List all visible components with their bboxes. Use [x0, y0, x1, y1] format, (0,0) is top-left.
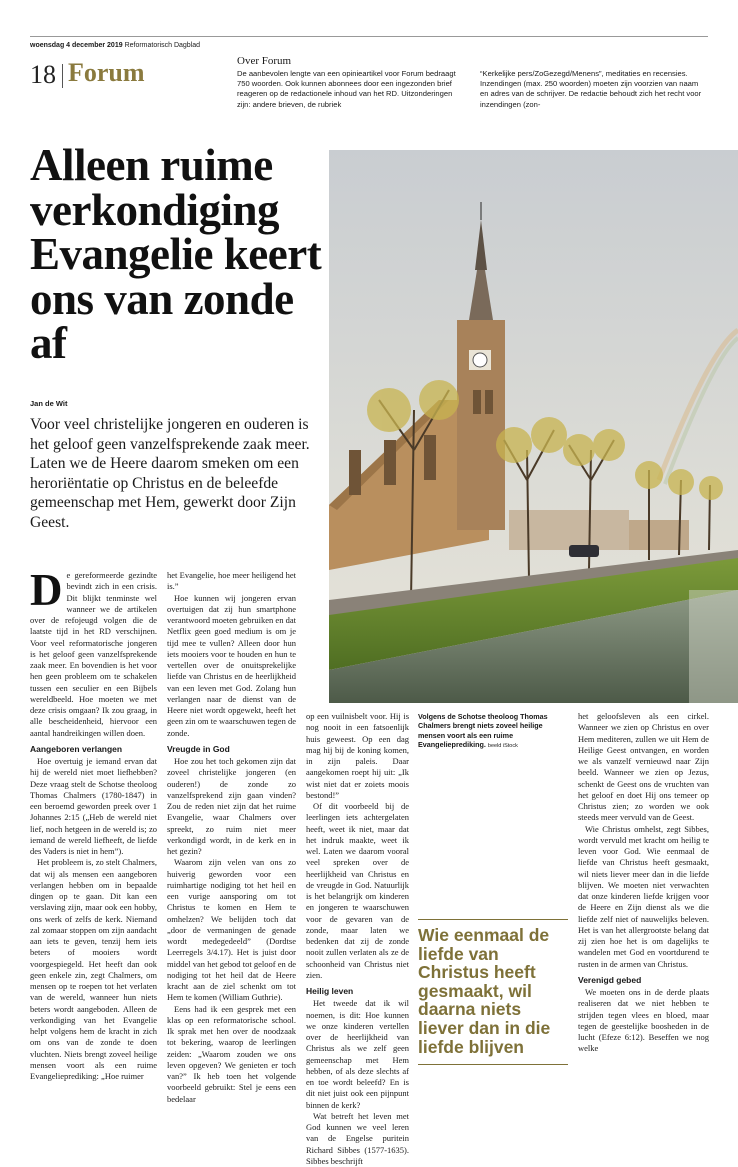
header-paper: Reformatorisch Dagblad [124, 42, 201, 49]
article-column-3 [306, 711, 409, 1167]
column-4-paragraph-1: het geloofsleven als een cirkel. Wanneer we zien op Christus en over Hem mediteren, zullen we uit Hem de Heilige Geest ontvangen, en worden we als vanzelf vernieuwd naar Zijn beeld. Wanneer we zien op Jezus, schenkt de Geest ons de vruchten van het geloof en doet Hij ons temeer op Christus zien; zo worden we ook steeds meer vervuld van de Geest. [578, 711, 709, 823]
column-2-paragraph-5: Eens had ik een gesprek met een klas op een reformatorische school. Ik sprak met hen over de noodzaak tot bekering, waarop de leerlingen zeiden: „Waarom zouden we ons leven opgeven? We genieten er toch van?” Ik heb toen het volgende voorbeeld gebruikt: Stel je eens een bedelaar [167, 1003, 296, 1104]
article-column-1 [30, 565, 157, 1082]
article-column-4 [578, 711, 709, 1055]
article-column-2 [167, 570, 296, 1105]
article-author: Jan de Wit [30, 399, 68, 408]
column-1-paragraph-2: Hoe overtuig je iemand ervan dat hij de wereld niet moet liefhebben? Deze vraag stelt de Schotse theoloog Thomas Chalmers (1780-1847) in een beroemd geworden preek over 1 Johannes 2:15 („Heb de wereld niet lief, noch hetgeen in de wereld is; zo iemand de wereld liefheeft, de liefde des Vaders is niet in hem”). [30, 756, 157, 856]
dateline [30, 42, 200, 49]
pull-quote: Wie eenmaal de liefde van Christus heeft gesmaakt, wil daarna niets liever dan in die liefde blijven [418, 919, 568, 1065]
page-number-divider [62, 64, 63, 88]
subheading-verenigd-gebed: Verenigd gebed [578, 974, 642, 985]
photo-credit: beeld iStock [487, 743, 518, 750]
column-3-paragraph-1: op een vuilnisbelt voor. Hij is nog nooit in een fatsoenlijk huis geweest. Op een dag mag hij bij de koning komen, in zijn paleis. Daar aangekomen roept hij uit: „Ik wist niet dat er zoiets moois bestond!” [306, 711, 409, 800]
over-forum-col2: “Kerkelijke pers/ZoGezegd/Menens”, meditaties en recensies. Inzendingen (max. 250 woorden) moeten zijn voorzien van naam en adres van de schrijver. De redactie behoudt zich het recht voor inzendingen (zon- [480, 69, 702, 109]
article-headline: Alleen ruime verkondiging Evangelie keert ons van zonde af [30, 140, 322, 368]
column-3-paragraph-3: Het tweede dat ik wil noemen, is dit: Hoe kunnen we onze kinderen vertellen over de heerlijkheid van Christus als we zelf geen gemeenschap met Hem hebben, of als deze slechts af en toe wordt beleefd? En is dit niet juist ook een pijnpunt binnen de kerk? [306, 998, 409, 1110]
photo-caption-text: Volgens de Schotse theoloog Thomas Chalmers brengt niets zoveel heilige mensen voort als een ruime Evangelieprediking. [418, 712, 548, 750]
drop-cap: D [30, 565, 63, 615]
column-2-paragraph-2: Hoe kunnen wij jongeren ervan overtuigen dat zij hun smartphone verantwoord moeten gebruiken en dat Netflix geen goed medium is om je tijd mee te vullen? Alleen door hun iets mooiers voor te houden en hun te vertellen over de onuitsprekelijke liefde van Christus en de heerlijkheid van een leven met God. Zolang hun verlangen naar de dienst van de Heere niet wordt opgewekt, heeft het geen zin om te waarschuwen tegen de zonde. [167, 592, 296, 738]
header-date: woensdag 4 december 2019 [30, 42, 123, 49]
column-1-paragraph-1 [30, 565, 157, 739]
photo-caption [418, 712, 568, 752]
subheading-heilig-leven: Heilig leven [306, 986, 354, 996]
column-3-paragraph-4: Wat betreft het leven met God kunnen we veel leren van de Engelse puritein Richard Sibbes (1577-1635). Sibbes beschrijft [306, 1110, 409, 1166]
subheading-aangeboren-verlangen: Aangeboren verlangen [30, 743, 123, 754]
article-lead: Voor veel christelijke jongeren en ouderen is het geloof geen vanzelfsprekende zaak meer. Laten we de Heere daarom smeken om een heroriëntatie op Christus en de beleefde gemeenschap met Hem, gewerkt door Zijn Geest. [30, 416, 310, 531]
column-1-paragraph-1-text: e gereformeerde gezindte bevindt zich in een crisis. Dit blijkt tenminste wel wanneer we de artikelen over de refojeugd volgen die de laatste tijd in het RD verschijnen. Voor veel reformatorische jongeren is het geloof geen vanzelfsprekende zaak meer. En bovendien is het voor hen geen probleem om te schakelen tussen een seculier en een Bijbels wereldbeeld. Hoe moeten we met deze crisis omgaan? Ik zou graag, in alle bescheidenheid, hiervoor een aantal handreikingen willen doen. [30, 570, 157, 738]
column-2-paragraph-4: Waarom zijn velen van ons zo huiverig geworden voor een ruimhartige nodiging tot het heil en een vurige aansporing om tot Christus te komen en Hem te omhelzen? We belijden toch dat „door de vermaningen de genade wordt medegedeeld” (Dordtse Leerregels 3/4.17). Het is juist door middel van het gebod tot geloof en de nodiging tot het heil dat de Heere kracht aan de ziel schenkt om tot Hem te komen (William Guthrie). [167, 857, 296, 1003]
column-3-paragraph-2: Of dit voorbeeld bij de leerlingen iets achtergelaten heeft, weet ik niet, maar dat het indruk maakte, weet ik wel. Laten we daarom vooral veel spreken over de heerlijkheid van Christus en de vreugde in God. Natuurlijk is het belangrijk om kinderen en jongeren te waarschuwen voor de gevaren van de zonde, maar laten we bedenken dat zij de zonde nooit zullen verlaten als ze de schoonheid van Christus niet zien. [306, 801, 409, 980]
over-forum-col1: De aanbevolen lengte van een opinieartikel voor Forum bedraagt 750 woorden. Ook kunnen abonnees door een ingezonden brief reageren op de redactionele inhoud van het RD. Uitzonderingen zijn: andere brieven, de rubriek [237, 69, 456, 109]
column-1-paragraph-3: Het probleem is, zo stelt Chalmers, dat wij als mensen een aangeboren verlangen hebben om in bepaalde dingen op te gaan. Dit kan een verslaving zijn, maar ook een hobby, ons werk of zelfs de kerk. Niemand zal zomaar stoppen om zijn aandacht aan iets te geven, tenzij hem iets beters of mooiers wordt voorgespiegeld. Het heeft dan ook geen enkele zin, zegt Chalmers, om mensen op te roepen tot het verlaten van de wereld, wanneer hun niets beters wordt aangeboden. Alleen de verkondiging van het Evangelie helpt volgens hem de kracht in zich om ons van de zonde te doen vluchten. Niets brengt zoveel heilige mensen voort als een ruime Evangelieprediking: „Hoe ruimer [30, 857, 157, 1081]
section-title: Forum [68, 58, 145, 87]
column-2-paragraph-3: Hoe zou het toch gekomen zijn dat zoveel christelijke jongeren (en ouderen!) de zonde zo vanzelfsprekend zijn gaan vinden? Zou de reden niet zijn dat het ruime Evangelie, waar Chalmers over spreekt, zo ruim niet meer verkondigd wordt, in de kerk en in het gezin? [167, 756, 296, 856]
column-4-paragraph-2: Wie Christus omhelst, zegt Sibbes, wordt vervuld met kracht om heilig te leven voor God. Wie eenmaal de liefde van Christus heeft gesmaakt, wil niets liever meer dan in die liefde blijven. We moeten niet verwachten dat onze kinderen liefde krijgen voor de Heere en Zijn dienst als we die liefde zelf niet of nauwelijks beleven. Het is van het allergrootste belang dat zij zien hoe het is om dagelijks te wandelen met God en voortdurend te rusten in de armen van Christus. [578, 823, 709, 969]
page-number: 18 [30, 60, 56, 89]
church-landscape-image [329, 150, 738, 703]
column-4-paragraph-3: We moeten ons in de derde plaats realiseren dat we niet hebben te strijden tegen vlees en bloed, maar tegen de geestelijke boosheden in de lucht (Efeze 6:12). Beseffen we nog welke [578, 987, 709, 1054]
church-photo [329, 150, 738, 703]
over-forum-title: Over Forum [237, 55, 292, 67]
subheading-vreugde-in-god: Vreugde in God [167, 743, 230, 754]
header-rule [30, 36, 708, 37]
column-2-paragraph-1: het Evangelie, hoe meer heiligend het is.” [167, 570, 296, 592]
